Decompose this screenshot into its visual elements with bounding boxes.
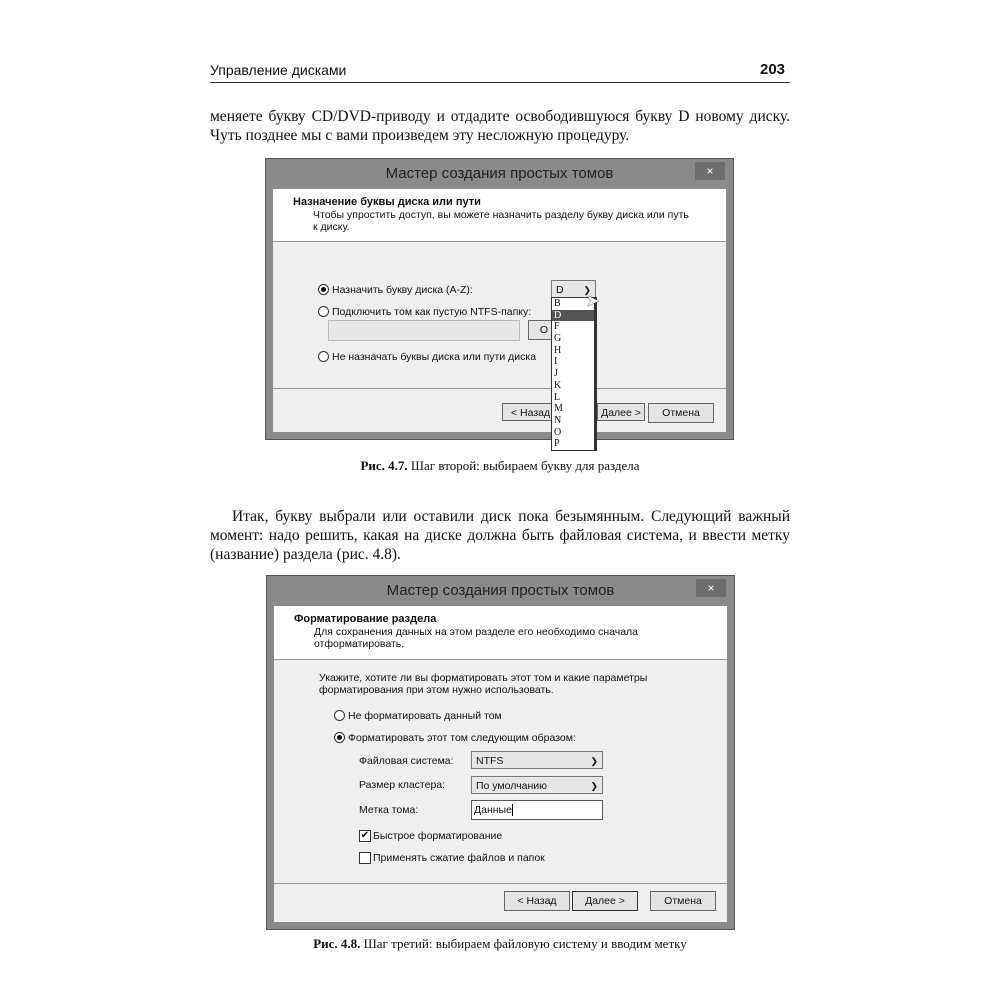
- close-button[interactable]: ×: [696, 579, 726, 597]
- paragraph-2: Итак, букву выбрали или оставили диск пока безымянным. Следующий важный момент: надо решить, какая на диске должна быть файловая система, и ввести метку (название) раздела (рис. 4.8).: [210, 508, 790, 563]
- drive-letter-option[interactable]: F: [554, 321, 560, 333]
- drive-letter-option[interactable]: I: [554, 356, 558, 368]
- wizard-dialog-format: [266, 575, 735, 930]
- cluster-size-label: Размер кластера:: [359, 779, 446, 791]
- instruction-text: Укажите, хотите ли вы форматировать этот том и какие параметры форматирования при этом нужно использовать.: [319, 672, 648, 696]
- radio-no-letter[interactable]: [318, 351, 329, 362]
- chevron-down-icon: ❯: [590, 781, 598, 791]
- drive-letter-option[interactable]: D: [552, 310, 594, 322]
- close-button[interactable]: ×: [695, 162, 725, 180]
- radio-format[interactable]: [334, 732, 345, 743]
- drive-letter-option[interactable]: N: [554, 414, 562, 426]
- file-system-select[interactable]: NTFS ❯: [471, 751, 603, 769]
- cancel-button[interactable]: Отмена: [648, 403, 714, 423]
- mouse-cursor-icon: ➤: [586, 293, 600, 310]
- compression-label: Применять сжатие файлов и папок: [373, 852, 545, 864]
- radio-assign-letter[interactable]: [318, 284, 329, 295]
- figure-1-caption: Рис. 4.7. Шаг второй: выбираем букву для раздела: [360, 458, 640, 473]
- radio-no-format[interactable]: [334, 710, 345, 721]
- footer-divider: [273, 388, 726, 389]
- dialog-title: Мастер создания простых томов: [386, 582, 615, 599]
- drive-letter-option[interactable]: B: [554, 298, 561, 309]
- quick-format-label: Быстрое форматирование: [373, 830, 503, 842]
- drive-letter-dropdown-list[interactable]: [551, 297, 597, 451]
- next-button[interactable]: Далее >: [572, 891, 638, 911]
- radio-mount-folder-label: Подключить том как пустую NTFS-папку:: [332, 306, 532, 318]
- radio-format-label: Форматировать этот том следующим образом:: [348, 732, 576, 744]
- cluster-size-select[interactable]: По умолчанию ❯: [471, 776, 603, 794]
- radio-no-letter-label: Не назначать буквы диска или пути диска: [332, 351, 537, 363]
- radio-assign-letter-label: Назначить букву диска (A-Z):: [332, 284, 473, 296]
- folder-path-input[interactable]: [328, 320, 520, 341]
- next-button[interactable]: Далее >: [597, 403, 645, 421]
- radio-no-format-label: Не форматировать данный том: [348, 710, 502, 722]
- volume-label-input[interactable]: Данные: [471, 800, 603, 820]
- chevron-down-icon: ❯: [583, 285, 591, 295]
- step-description: Для сохранения данных на этом разделе его необходимо сначала отформатировать.: [314, 626, 639, 650]
- running-header: Управление дисками: [210, 62, 347, 78]
- step-description: Чтобы упростить доступ, вы можете назначить разделу букву диска или путь к диску.: [313, 209, 689, 233]
- drive-letter-option[interactable]: L: [554, 391, 561, 403]
- back-button[interactable]: < Назад: [504, 891, 570, 911]
- footer-divider: [274, 883, 727, 884]
- drive-letter-select[interactable]: D ❯: [551, 280, 596, 298]
- drive-letter-option[interactable]: H: [554, 344, 562, 356]
- cancel-button[interactable]: Отмена: [650, 891, 716, 911]
- drive-letter-option[interactable]: M: [554, 403, 563, 415]
- radio-mount-folder[interactable]: [318, 306, 329, 317]
- paragraph-1: меняете букву CD/DVD-приводу и отдадите освободившуюся букву D новому диску. Чуть позднее мы с вами произведем эту несложную процедуру.: [210, 108, 790, 144]
- back-button[interactable]: < Назад: [502, 403, 595, 421]
- figure-2-caption: Рис. 4.8. Шаг третий: выбираем файловую систему и вводим метку: [313, 936, 687, 951]
- chevron-down-icon: ❯: [590, 756, 598, 766]
- quick-format-checkbox[interactable]: ✔: [360, 830, 370, 841]
- drive-letter-option[interactable]: J: [554, 368, 558, 380]
- drive-letter-option[interactable]: O: [554, 426, 562, 438]
- drive-letter-option[interactable]: G: [554, 333, 562, 345]
- compression-checkbox[interactable]: [359, 852, 371, 864]
- dialog-title: Мастер создания простых томов: [385, 165, 614, 182]
- file-system-label: Файловая система:: [359, 755, 454, 767]
- wizard-dialog-drive-letter: [265, 158, 734, 440]
- header-rule: [210, 82, 790, 83]
- drive-letter-option[interactable]: K: [554, 379, 562, 391]
- browse-button[interactable]: О: [528, 320, 560, 340]
- step-heading: Форматирование раздела: [294, 613, 437, 625]
- drive-letter-option[interactable]: P: [554, 438, 560, 450]
- step-heading: Назначение буквы диска или пути: [293, 196, 481, 208]
- volume-label-label: Метка тома:: [359, 804, 419, 816]
- page-number: 203: [760, 61, 786, 78]
